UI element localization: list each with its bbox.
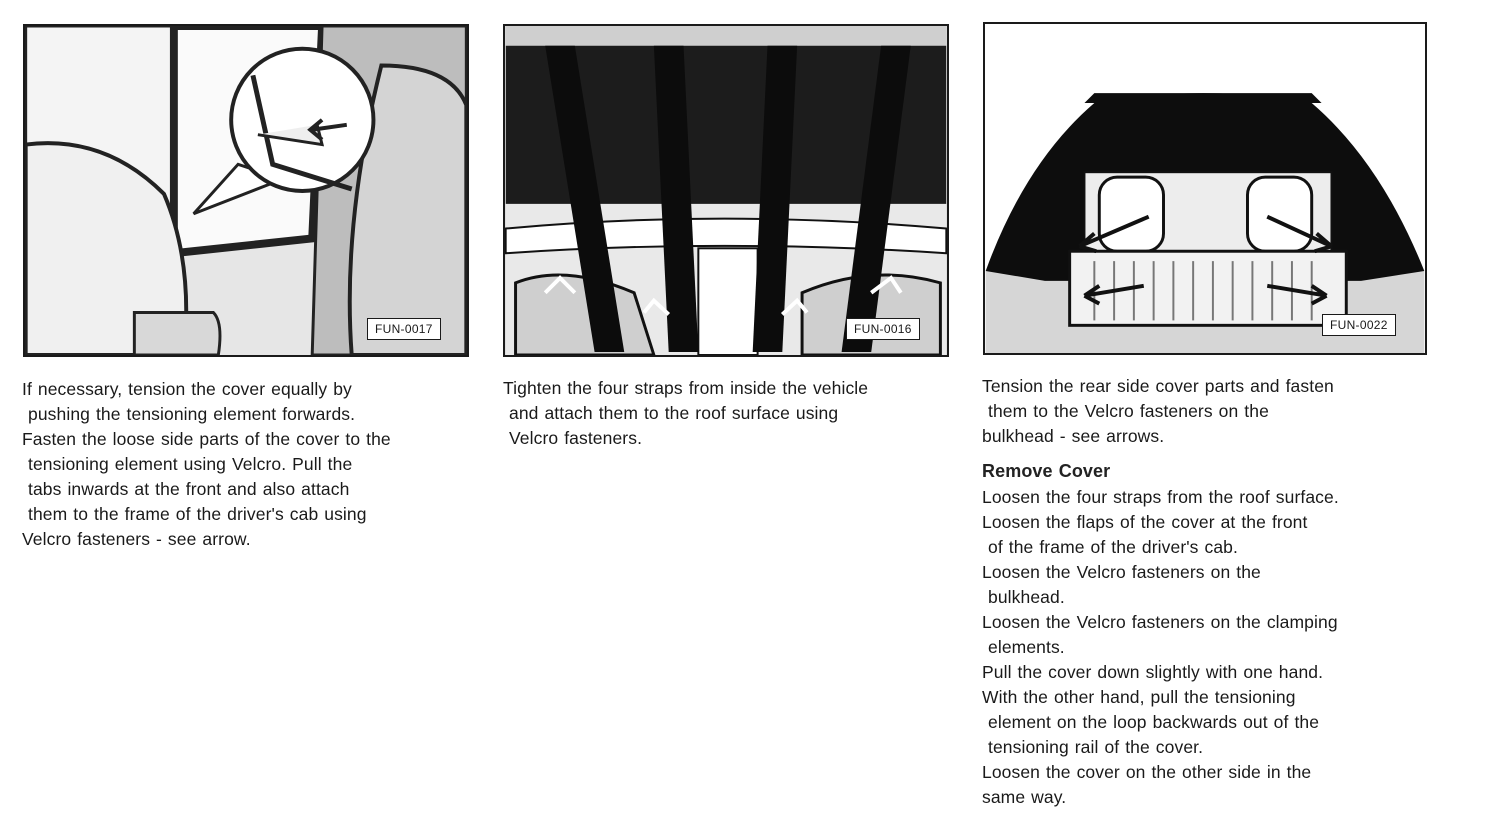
figure-code-label: FUN-0017 [367, 318, 441, 340]
text-line: tensioning element using Velcro. Pull the [28, 454, 353, 474]
text-line: Velcro fasteners. [509, 428, 643, 448]
text-line: Loosen the Velcro fasteners on the [982, 562, 1261, 582]
cab-interior-illustration [25, 26, 467, 355]
text-line: Velcro fasteners - see arrow. [22, 529, 251, 549]
text-line: Tension the rear side cover parts and fasten [982, 376, 1334, 396]
text-line: Pull the cover down slightly with one hand. [982, 662, 1324, 682]
roof-straps-illustration [505, 26, 947, 355]
text-line: Tighten the four straps from inside the vehicle [503, 378, 869, 398]
text-line: If necessary, tension the cover equally by [22, 379, 352, 399]
text-line: and attach them to the roof surface using [509, 403, 839, 423]
text-line: With the other hand, pull the tensioning [982, 687, 1296, 707]
instruction-text-1 [22, 377, 391, 552]
instruction-text-3 [982, 374, 1339, 810]
text-line: tensioning rail of the cover. [988, 737, 1204, 757]
text-line: them to the Velcro fasteners on the [988, 401, 1269, 421]
figure-fun-0016 [503, 24, 949, 357]
figure-code-label: FUN-0022 [1322, 314, 1396, 336]
text-line: Loosen the four straps from the roof surface. [982, 487, 1339, 507]
text-line: bulkhead. [988, 587, 1065, 607]
figure-fun-0022 [983, 22, 1427, 355]
remove-cover-heading: Remove Cover [982, 461, 1111, 481]
text-line: Loosen the Velcro fasteners on the clamping [982, 612, 1338, 632]
rear-cover-illustration [985, 24, 1425, 353]
text-line: element on the loop backwards out of the [988, 712, 1320, 732]
text-line: them to the frame of the driver's cab using [28, 504, 367, 524]
text-line: Fasten the loose side parts of the cover to the [22, 429, 391, 449]
instruction-text-2 [503, 376, 868, 451]
text-line: elements. [988, 637, 1065, 657]
text-line: Loosen the cover on the other side in the [982, 762, 1312, 782]
text-line: of the frame of the driver's cab. [988, 537, 1238, 557]
figure-code-label: FUN-0016 [846, 318, 920, 340]
text-line: Loosen the flaps of the cover at the front [982, 512, 1308, 532]
text-line: bulkhead - see arrows. [982, 426, 1165, 446]
figure-fun-0017 [23, 24, 469, 357]
text-line: pushing the tensioning element forwards. [28, 404, 356, 424]
text-line: same way. [982, 787, 1067, 807]
text-line: tabs inwards at the front and also attach [28, 479, 350, 499]
